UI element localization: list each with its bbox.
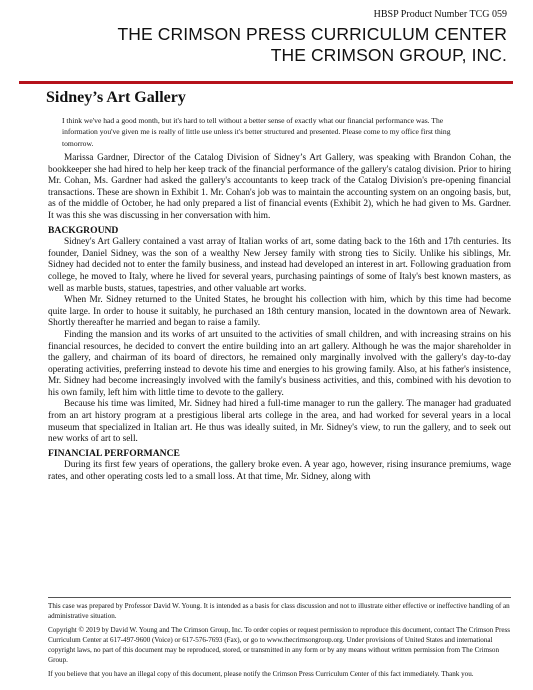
background-paragraph-3: Finding the mansion and its works of art unsuited to the activities of small children, and with increasing strains on his financial resources, he decided to convert the entire building into an art gallery. Although he was the major shareholder in the gallery, and chairman of its board of directors, he remained only marginally involved with the gallery's day-to-day operating activities, preferring instead to devote his time and energies to his growing family. Also, at his father's insistence, Mr. Sidney had become increasingly involved with the family's business activities, and this, combined with his devotion to his own family, left him with little time to devote to the gallery.	[48, 329, 511, 398]
financial-paragraph-1: During its first few years of operations, the gallery broke even. A year ago, however, rising insurance premiums, wage rates, and other operating costs led to a small loss. At that time, Mr. Sidney, along with	[48, 460, 511, 483]
intro-paragraph: Marissa Gardner, Director of the Catalog Division of Sidney’s Art Gallery, was speaking with Brandon Cohan, the bookkeeper she had hired to help her keep track of the financial performance of the gallery's catalog division. Prior to hiring Mr. Cohan, Ms. Gardner had asked the gallery's accountants to keep track of the Catalog Division's pre-opening financial transactions. These are shown in Exhibit 1. Mr. Cohan's job was to maintain the accounting system on an ongoing basis, but, as of the middle of October, he had only prepared a list of financial events (Exhibit 2), which he had given to Ms. Gardner. It was this she was discussing in her conversation with him.	[48, 153, 511, 221]
copyright-note: Copyright © 2019 by David W. Young and The Crimson Group, Inc. To order copies or request permission to reproduce this document, contact The Crimson Press Curriculum Center at 617-497-9600 (Voice) or 617-576-7693 (Fax), or go to www.thecrimsongroup.org. Under provisions of United States and international copyright laws, no part of this document may be reproduced, stored, or transmitted in any form or by any means without written permission from The Crimson Group.	[48, 626, 510, 664]
background-paragraph-4: Because his time was limited, Mr. Sidney had hired a full-time manager to run the gallery. The manager had graduated from an art history program at a prestigious liberal arts college in the area, and had worked for several years in a local museum that specialized in Italian art. He thus was ideally suited, in Mr. Sidney's view, to run the gallery, and to seek out new works of art to sell.	[48, 399, 511, 445]
illegal-copy-note: If you believe that you have an illegal copy of this document, please notify the Crimson Press Curriculum Center of this fact immediately. Thank you.	[48, 670, 474, 678]
opening-quote: I think we've had a good month, but it's hard to tell without a better sense of exactly what our financial performance was. The information you've given me is really of little use unless it's better structured and presented. Please come to my office first thing tomorrow.	[62, 116, 451, 148]
product-number: HBSP Product Number TCG 059	[373, 9, 507, 20]
background-paragraph-1: Sidney's Art Gallery contained a vast array of Italian works of art, some dating back to the 16th and 17th centuries. Its founder, Daniel Sidney, was the son of a wealthy New Jersey family with strong ties to Sicily. Unlike his siblings, Mr. Sidney had decided not to enter the family business, and instead had developed an interest in art. Following graduation from college, he moved to Italy, where he lived for several years, purchasing paintings of some of Italy's best known masters, as well as marble busts, statues, tapestries, and other valuable art works.	[48, 237, 511, 294]
prepared-by-note: This case was prepared by Professor David W. Young. It is intended as a basis for class discussion and not to illustrate either effective or ineffective handling of an administrative situation.	[48, 602, 510, 620]
case-title: Sidney’s Art Gallery	[46, 89, 186, 106]
background-heading: BACKGROUND	[48, 224, 119, 236]
case-body	[48, 153, 511, 484]
footer-rule	[48, 597, 511, 598]
publisher-line-1: THE CRIMSON PRESS CURRICULUM CENTER	[117, 24, 507, 44]
footer-notes	[48, 601, 511, 683]
financial-performance-heading: FINANCIAL PERFORMANCE	[48, 447, 180, 459]
header-rule	[19, 81, 513, 84]
publisher-line-2: THE CRIMSON GROUP, INC.	[270, 45, 507, 65]
publisher-header	[118, 24, 508, 66]
background-paragraph-2: When Mr. Sidney returned to the United States, he brought his collection with him, which by this time had become quite large. In order to house it suitably, he purchased an 18th century mansion, located in the downtown area of Newark. Shortly thereafter he married and began to raise a family.	[48, 295, 511, 329]
